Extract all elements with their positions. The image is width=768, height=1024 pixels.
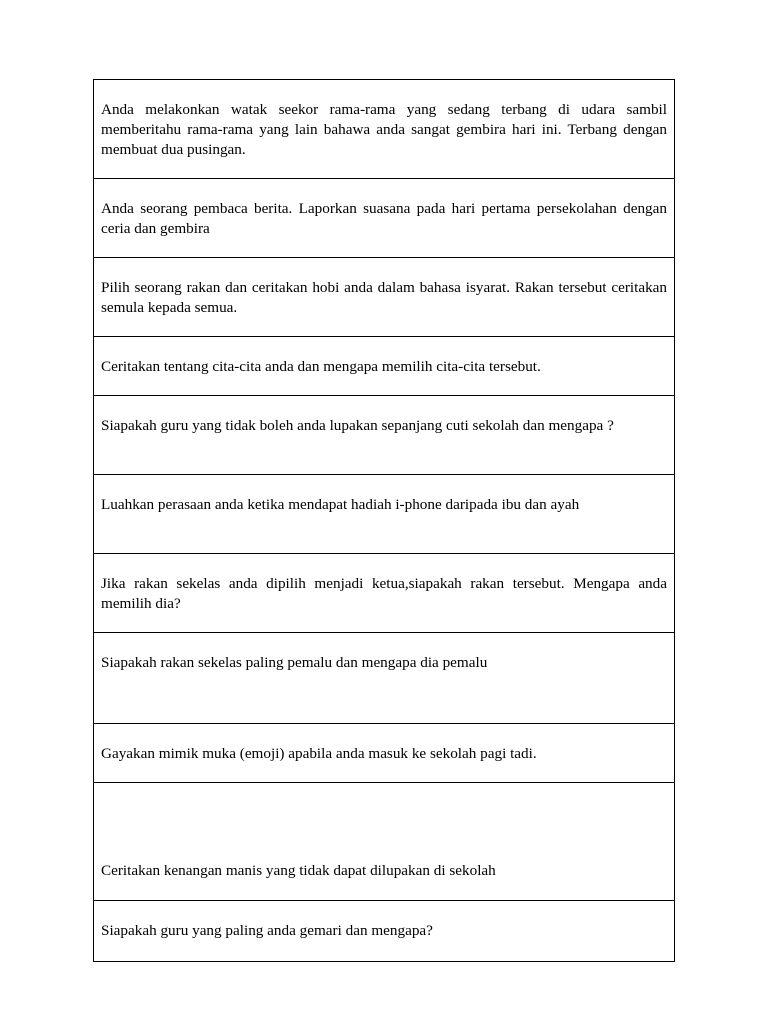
table-row [94, 901, 674, 961]
table-row [94, 475, 674, 554]
table-row [94, 396, 674, 475]
card-text: Anda seorang pembaca berita. Laporkan suasana pada hari pertama persekolahan dengan ceria dan gembira [101, 200, 667, 237]
card-text: Gayakan mimik muka (emoji) apabila anda masuk ke sekolah pagi tadi. [101, 745, 537, 762]
card-text: Pilih seorang rakan dan ceritakan hobi anda dalam bahasa isyarat. Rakan tersebut ceritakan semula kepada semua. [101, 279, 667, 316]
card-text: Luahkan perasaan anda ketika mendapat hadiah i-phone daripada ibu dan ayah [101, 496, 580, 513]
table-row [94, 258, 674, 337]
activity-card-table [93, 79, 675, 962]
card-text: Anda melakonkan watak seekor rama-rama yang sedang terbang di udara sambil memberitahu rama-rama yang lain bahawa anda sangat gembira hari ini. Terbang dengan membuat dua pusingan. [101, 101, 667, 158]
card-text: Siapakah rakan sekelas paling pemalu dan mengapa dia pemalu [101, 654, 488, 671]
table-row [94, 724, 674, 783]
table-row [94, 633, 674, 724]
card-text: Siapakah guru yang tidak boleh anda lupakan sepanjang cuti sekolah dan mengapa ? [101, 417, 614, 434]
card-text: Siapakah guru yang paling anda gemari dan mengapa? [101, 922, 433, 939]
card-text: Jika rakan sekelas anda dipilih menjadi ketua,siapakah rakan tersebut. Mengapa anda memilih dia? [101, 575, 667, 612]
table-row [94, 80, 674, 179]
card-text: Ceritakan tentang cita-cita anda dan mengapa memilih cita-cita tersebut. [101, 358, 541, 375]
card-text: Ceritakan kenangan manis yang tidak dapat dilupakan di sekolah [101, 862, 496, 879]
table-row [94, 783, 674, 901]
table-row [94, 337, 674, 396]
table-row [94, 554, 674, 633]
table-row [94, 179, 674, 258]
